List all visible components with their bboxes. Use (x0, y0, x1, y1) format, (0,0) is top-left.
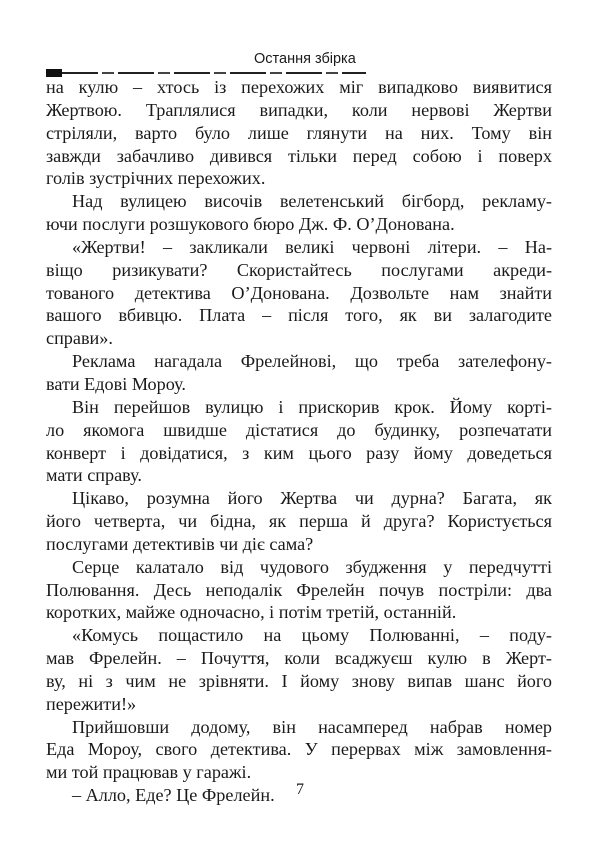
text-line: мав Фрелейн. – Почуття, коли всаджуєш кулю в Жерт- (46, 648, 552, 669)
text-line: завжди забачливо дивився тільки перед собою і поверх (46, 145, 552, 166)
text-line: ло якомога швидше дістатися до будинку, розпечатати (46, 419, 552, 440)
page-number: 7 (296, 781, 304, 798)
text-line: Цікаво, розумна його Жертва чи дурна? Багата, як (72, 488, 552, 509)
text-line: мати справу. (46, 465, 142, 486)
text-line: Реклама нагадала Фрелейнові, що треба зателефону- (72, 351, 552, 372)
text-line: Полювання. Десь неподалік Фрелейн почув постріли: два (46, 579, 552, 600)
text-line: «Жертви! – закликали великі червоні літери. – На- (72, 236, 552, 257)
text-line: Прийшовши додому, він насамперед набрав номер (72, 716, 552, 737)
text-line: Він перейшов вулицю і прискорив крок. Йому корті- (72, 396, 552, 417)
text-line: ми той працював у гаражі. (46, 762, 252, 783)
text-line: голів зустрічних перехожих. (46, 168, 266, 189)
running-header-title: Остання збірка (254, 51, 356, 67)
text-line: пережити!» (46, 693, 137, 714)
text-line: вати Едові Мороу. (46, 373, 186, 394)
text-line: Еда Мороу, свого детектива. У перервах між замовлення- (46, 739, 552, 760)
running-header (46, 50, 366, 78)
text-line: коротких, майже одночасно, і потім третій, останній. (46, 602, 457, 623)
text-line: віщо ризикувати? Скористайтесь послугами акреди- (46, 259, 552, 280)
text-line: конверт і довідатися, з ким цього разу йому доведеться (46, 442, 552, 463)
text-line: «Комусь пощастило на цьому Полюванні, – поду- (72, 625, 552, 646)
text-line: стріляли, варто було лише глянути на них. Тому він (46, 122, 552, 143)
body-text (46, 76, 552, 807)
text-line: справи». (46, 328, 113, 349)
text-line: Над вулицею височів велетенський бігборд, рекламу- (72, 191, 552, 212)
text-line: Серце калатало від чудового збудження у передчутті (72, 556, 552, 577)
header-rule-line (62, 72, 366, 74)
text-line: ву, ні з чим не зрівняти. І йому знову випав шанс його (46, 670, 552, 691)
text-line: ючи послуги розшукового бюро Дж. Ф. О’Донована. (46, 214, 455, 235)
text-line: Жертвою. Траплялися випадки, коли нервові Жертви (46, 99, 552, 120)
text-line: послугами детективів чи діє сама? (46, 533, 314, 554)
text-line: його четверта, чи бідна, як перша й друга? Користується (46, 511, 552, 532)
text-line: вашого вбивцю. Плата – після того, як ви залагодите (46, 305, 552, 326)
text-line: тованого детектива О’Донована. Дозвольте нам знайти (46, 282, 552, 303)
text-line: – Алло, Еде? Це Фрелейн. (72, 785, 275, 806)
text-line: на кулю – хтось із перехожих міг випадково виявитися (46, 77, 552, 97)
